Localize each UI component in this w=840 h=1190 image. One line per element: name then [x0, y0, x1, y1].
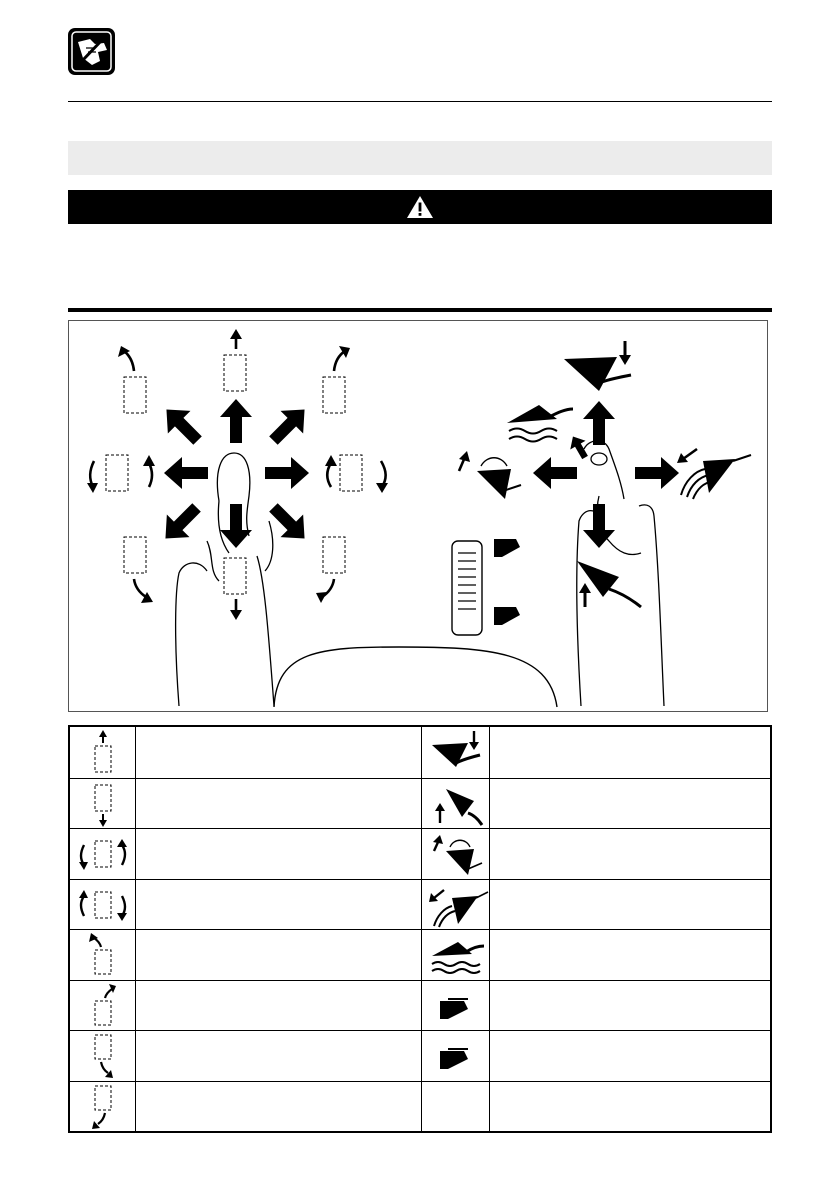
arrow-up-left-icon — [155, 398, 209, 452]
legend-right-description — [490, 930, 770, 980]
arrow-down-left-icon — [154, 496, 208, 550]
legend-row — [70, 980, 770, 1031]
reverse-arrow-icon — [70, 779, 136, 829]
legend-right-description — [490, 981, 770, 1031]
pedal-reverse-icon — [494, 607, 520, 625]
arrow-left-icon — [164, 457, 208, 489]
legend-right-description — [490, 727, 770, 778]
forward-left-turn-icon — [70, 930, 136, 980]
boom-raise-icon — [422, 779, 490, 829]
bucket-dump-icon — [677, 449, 751, 499]
warning-bar — [68, 190, 772, 224]
right-joystick-arrows — [533, 401, 679, 548]
float-icon — [422, 930, 490, 980]
float-icon — [507, 405, 573, 442]
pedal-forward-icon — [494, 539, 520, 557]
pedal-reverse-icon — [422, 1031, 490, 1081]
legend-row — [70, 1081, 770, 1132]
forward-arrow-icon — [70, 727, 136, 778]
boom-raise-icon — [577, 561, 641, 607]
boom-lower-icon — [422, 727, 490, 778]
legend-right-description — [490, 779, 770, 829]
legend-left-description — [136, 930, 422, 980]
bucket-curl-icon — [459, 451, 521, 499]
legend-row — [70, 929, 770, 980]
header-rule — [68, 101, 772, 102]
legend-row — [70, 727, 770, 778]
legend-right-description — [490, 829, 770, 879]
legend-right-description — [490, 1082, 770, 1132]
reverse-right-turn-icon — [70, 1031, 136, 1081]
left-joystick-arrows — [154, 398, 316, 550]
bucket-dump-icon — [422, 880, 490, 930]
legend-right-description — [490, 880, 770, 930]
arrow-up-right-icon — [262, 398, 316, 452]
forward-right-turn-icon — [70, 981, 136, 1031]
legend-left-description — [136, 779, 422, 829]
legend-row — [70, 828, 770, 879]
legend-left-description — [136, 880, 422, 930]
legend-row — [70, 879, 770, 930]
pedal-illustration — [452, 539, 520, 635]
section-rule — [68, 308, 772, 312]
warning-triangle-icon — [405, 194, 435, 220]
arrow-up-icon — [220, 399, 252, 443]
small-motion-arrows — [87, 329, 388, 620]
spin-left-icon — [70, 829, 136, 879]
joystick-control-diagram — [68, 320, 768, 712]
direction-label-boxes — [106, 355, 362, 594]
legend-right-description — [490, 1031, 770, 1081]
legend-row — [70, 1030, 770, 1081]
legend-left-description — [136, 1082, 422, 1132]
section-band — [68, 141, 772, 175]
arrow-right-icon — [265, 457, 309, 489]
empty-icon-cell — [422, 1082, 490, 1132]
bucket-curl-icon — [422, 829, 490, 879]
legend-table — [68, 725, 772, 1133]
legend-left-description — [136, 1031, 422, 1081]
legend-row — [70, 778, 770, 829]
spin-right-icon — [70, 880, 136, 930]
left-hand-illustration — [176, 453, 274, 706]
legend-left-description — [136, 981, 422, 1031]
reverse-left-turn-icon — [70, 1082, 136, 1132]
pedal-forward-icon — [422, 981, 490, 1031]
legend-left-description — [136, 829, 422, 879]
hand-lever-icon — [68, 28, 115, 75]
legend-left-description — [136, 727, 422, 778]
boom-lower-icon — [564, 341, 631, 391]
